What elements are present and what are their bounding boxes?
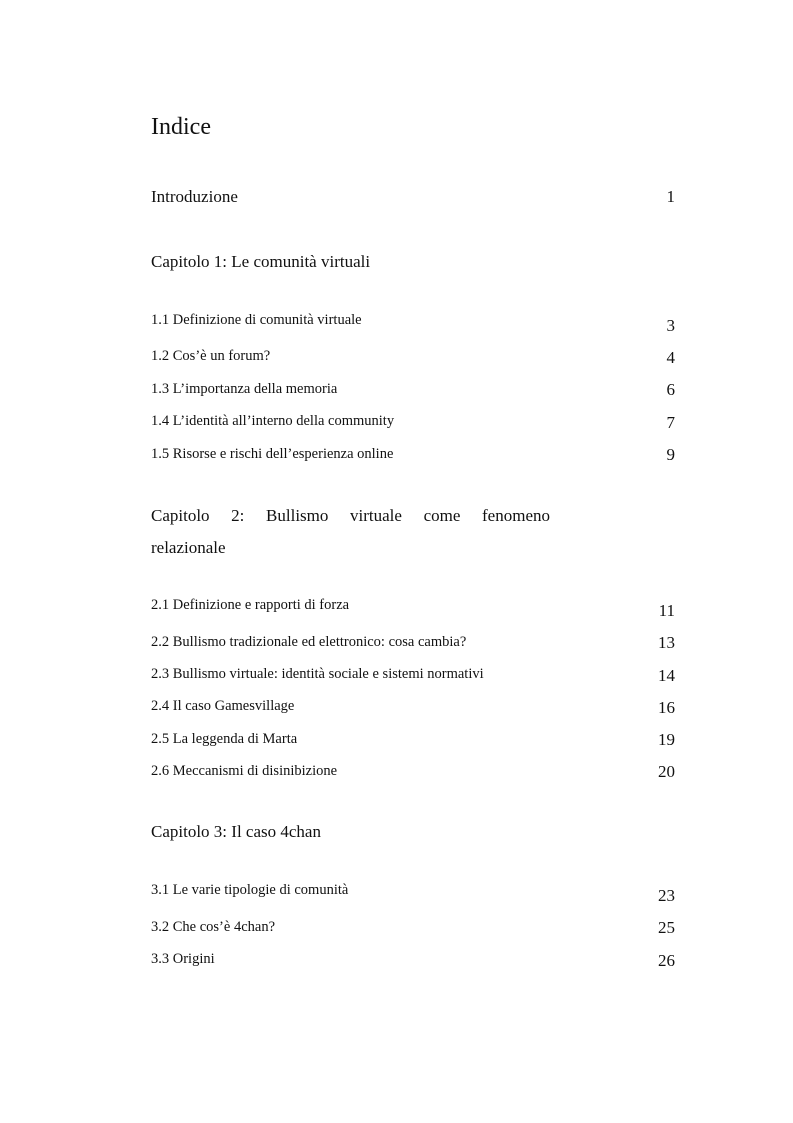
toc-entry-label: 1.1 Definizione di comunità virtuale: [151, 312, 362, 328]
toc-intro-label: Introduzione: [151, 187, 238, 206]
toc-entry-label: 3.3 Origini: [151, 951, 215, 967]
toc-entry-page: 16: [658, 698, 675, 717]
toc-entry-page: 19: [658, 730, 675, 749]
toc-entry-page: 26: [658, 951, 675, 970]
toc-entry-label: 1.5 Risorse e rischi dell’esperienza online: [151, 446, 394, 462]
chapter-2-title-line2: relazionale: [151, 538, 226, 557]
chapter-3-title: Capitolo 3: Il caso 4chan: [151, 822, 321, 841]
toc-entry-page: 11: [658, 601, 675, 620]
toc-entry-label: 1.2 Cos’è un forum?: [151, 348, 271, 364]
toc-entry-label: 2.4 Il caso Gamesvillage: [151, 698, 295, 714]
toc-entry-page: 14: [658, 666, 675, 685]
page-title: Indice: [151, 114, 211, 140]
toc-entry-page: 25: [658, 918, 675, 937]
toc-entry-label: 3.2 Che cos’è 4chan?: [151, 919, 276, 935]
toc-entry-page: 3: [666, 316, 675, 335]
chapter-2-title-line1: Capitolo 2: Bullismo virtuale come fenomeno: [151, 506, 550, 525]
toc-entry-label: 2.2 Bullismo tradizionale ed elettronico: cosa cambia?: [151, 634, 467, 650]
toc-entry-page: 9: [666, 445, 675, 464]
toc-entry-page: 4: [666, 348, 675, 367]
toc-entry-page: 13: [658, 633, 675, 652]
toc-entry-label: 2.6 Meccanismi di disinibizione: [151, 763, 338, 779]
toc-entry-label: 2.1 Definizione e rapporti di forza: [151, 597, 350, 613]
chapter-1-title: Capitolo 1: Le comunità virtuali: [151, 252, 371, 271]
toc-entry-label: 2.3 Bullismo virtuale: identità sociale e sistemi normativi: [151, 666, 484, 682]
toc-entry-page: 20: [658, 762, 675, 781]
toc-entry-label: 1.4 L’identità all’interno della community: [151, 413, 395, 429]
toc-intro-page: 1: [666, 187, 675, 206]
toc-entry-label: 2.5 La leggenda di Marta: [151, 731, 298, 747]
toc-entry-page: 7: [666, 413, 675, 432]
toc-entry-label: 1.3 L’importanza della memoria: [151, 381, 338, 397]
toc-entry-page: 23: [658, 886, 675, 905]
toc-entry-label: 3.1 Le varie tipologie di comunità: [151, 882, 349, 898]
toc-entry-page: 6: [666, 380, 675, 399]
